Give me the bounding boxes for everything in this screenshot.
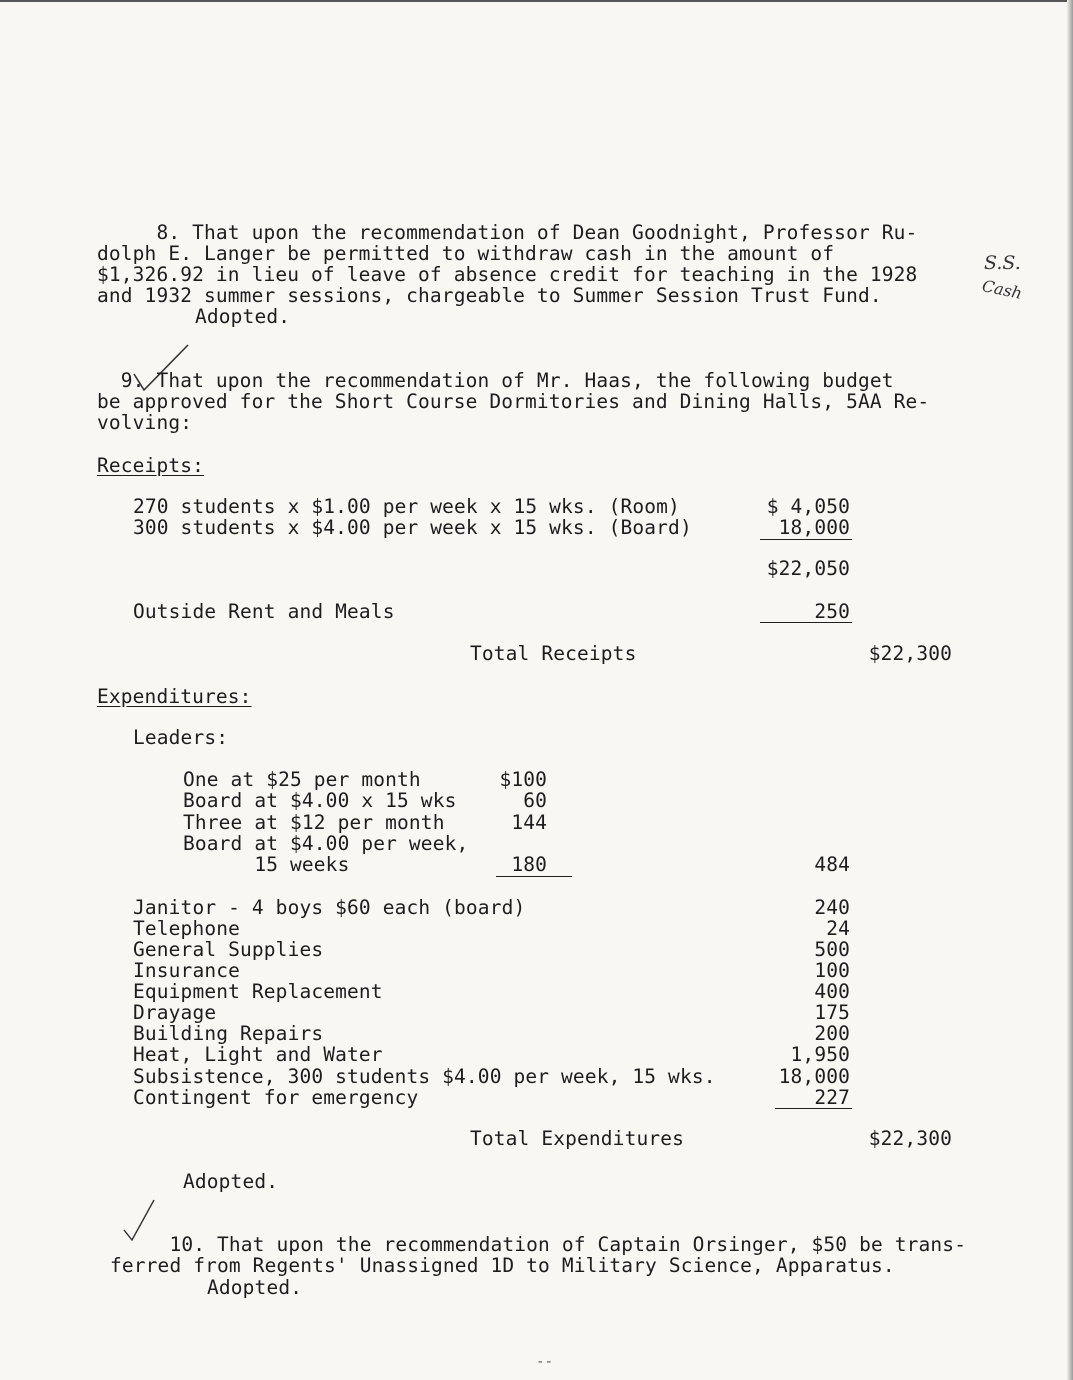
expense-row-label: Building Repairs [133, 1022, 324, 1045]
receipts-subtotal-rule [760, 539, 852, 540]
expense-row-amount: 24 [826, 917, 850, 940]
expense-row-amount: 200 [814, 1022, 850, 1045]
margin-note-cash: Cash [980, 276, 1024, 303]
expense-row-amount: 100 [814, 959, 850, 982]
item8-line-3: $1,326.92 in lieu of leave of absence credit for teaching in the 1928 [97, 263, 918, 286]
item10-line-1: 10. That upon the recommendation of Captain Orsinger, $50 be trans- [110, 1233, 967, 1256]
expense-row-amount: 500 [814, 938, 850, 961]
leader-row-label: 15 weeks [183, 853, 350, 876]
expense-row-label: Telephone [133, 917, 241, 940]
leader-row-amount: 60 [523, 789, 547, 812]
expense-row-label: Subsistence, 300 students $4.00 per week, 15 wks. [133, 1065, 716, 1088]
expense-row-amount: 1,950 [790, 1043, 850, 1066]
expense-row-label: Heat, Light and Water [133, 1043, 383, 1066]
receipts-board-label: 300 students x $4.00 per week x 15 wks. (Board) [133, 516, 692, 539]
expense-row-label: Contingent for emergency [133, 1086, 419, 1109]
expense-row-label: Janitor - 4 boys $60 each (board) [133, 896, 526, 919]
receipts-outside-rule [760, 622, 852, 623]
expense-row-label: Drayage [133, 1001, 217, 1024]
receipts-room-amount: $ 4,050 [766, 495, 850, 518]
item10-line-2: ferred from Regents' Unassigned 1D to Military Science, Apparatus. [110, 1254, 895, 1277]
item9-line-1: 9. That upon the recommendation of Mr. Haas, the following budget [97, 369, 894, 392]
expense-row-label: Insurance [133, 959, 241, 982]
item9-line-2: be approved for the Short Course Dormitories and Dining Halls, 5AA Re- [97, 390, 930, 413]
expenditures-total-label: Total Expenditures [470, 1127, 685, 1150]
receipts-total-label: Total Receipts [470, 642, 637, 665]
item9-adopted: Adopted. [183, 1170, 279, 1193]
expense-row-amount: 175 [814, 1001, 850, 1024]
leader-row-label: Board at $4.00 x 15 wks [183, 789, 457, 812]
item8-line-1: 8. That upon the recommendation of Dean Goodnight, Professor Ru- [97, 221, 918, 244]
expense-row-amount: 227 [814, 1086, 850, 1109]
leaders-heading: Leaders: [133, 726, 229, 749]
expense-row-amount: 240 [814, 896, 850, 919]
receipts-room-label: 270 students x $1.00 per week x 15 wks. (Room) [133, 495, 680, 518]
receipts-total-amount: $22,300 [868, 642, 952, 665]
margin-note-ss: S.S. [984, 252, 1021, 274]
leader-row-amount: 144 [511, 811, 547, 834]
item10-adopted: Adopted. [207, 1276, 303, 1299]
expenditures-total-amount: $22,300 [868, 1127, 952, 1150]
receipts-outside-label: Outside Rent and Meals [133, 600, 395, 623]
leader-row-label: One at $25 per month [183, 768, 421, 791]
item8-line-4: and 1932 summer sessions, chargeable to Summer Session Trust Fund. [97, 284, 882, 307]
receipts-board-amount: 18,000 [778, 516, 850, 539]
item8-adopted: Adopted. [195, 305, 291, 328]
leader-row-label: Board at $4.00 per week, [183, 832, 469, 855]
leaders-rule [496, 876, 572, 877]
leaders-total: 484 [814, 853, 850, 876]
receipts-heading: Receipts: [97, 454, 205, 477]
item9-line-3: volving: [97, 411, 193, 434]
page-top-edge [0, 0, 1073, 2]
expenditures-rule [775, 1108, 852, 1109]
leader-row-amount: $100 [499, 768, 547, 791]
expense-row-label: General Supplies [133, 938, 324, 961]
expenditures-heading: Expenditures: [97, 685, 252, 708]
expense-row-amount: 18,000 [778, 1065, 850, 1088]
footer-mark: -- [536, 1354, 554, 1370]
expense-row-label: Equipment Replacement [133, 980, 383, 1003]
leader-row-amount: 180 [511, 853, 547, 876]
receipts-subtotal: $22,050 [766, 557, 850, 580]
leader-row-label: Three at $12 per month [183, 811, 445, 834]
expense-row-amount: 400 [814, 980, 850, 1003]
item8-line-2: dolph E. Langer be permitted to withdraw cash in the amount of [97, 242, 835, 265]
page-right-edge [1067, 0, 1073, 1380]
receipts-outside-amount: 250 [814, 600, 850, 623]
